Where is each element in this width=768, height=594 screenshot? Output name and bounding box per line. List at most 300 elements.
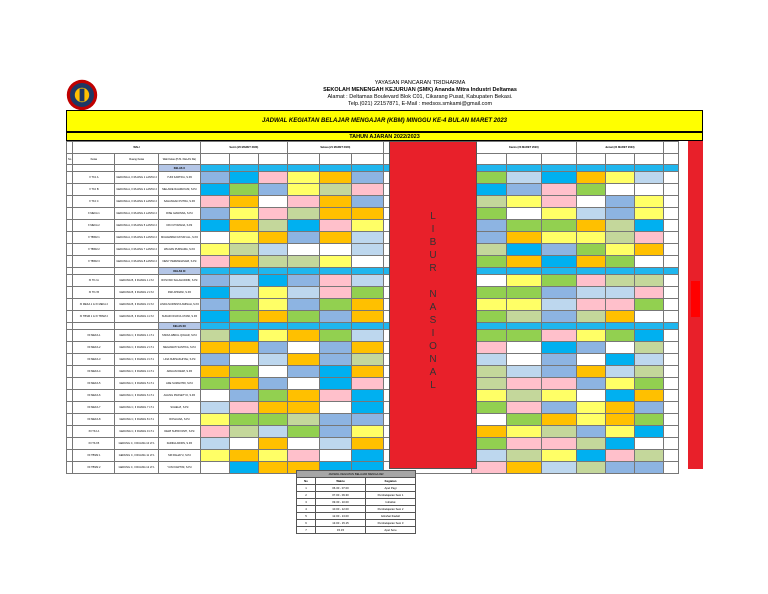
group-band — [605, 165, 634, 172]
slot-cell — [605, 342, 634, 354]
slot-cell — [229, 378, 258, 390]
slot-cell — [576, 462, 605, 474]
slot-cell — [351, 438, 383, 450]
slot-cell — [287, 256, 319, 268]
row-ruang: GEDUNG C, II RUANG 4 LT.1 — [115, 366, 159, 378]
slot-cell — [258, 299, 287, 311]
slot-cell — [351, 232, 383, 244]
legend-col-header: Kegiatan — [366, 478, 416, 485]
slot-cell — [576, 196, 605, 208]
legend-cell: Pembelajaran Sesi 1 — [366, 492, 416, 499]
slot-cell — [287, 275, 319, 287]
slot-cell — [351, 402, 383, 414]
group-row — [67, 323, 679, 330]
header-row — [67, 154, 679, 165]
slot-cell — [351, 196, 383, 208]
header-row — [67, 142, 679, 154]
slot-cell — [634, 414, 663, 426]
group-band — [605, 268, 634, 275]
slot-cell — [258, 378, 287, 390]
slot-cell — [200, 402, 229, 414]
slot-cell — [319, 342, 351, 354]
slot-cell — [634, 390, 663, 402]
row-kelas: XII MEKA 7 — [73, 402, 115, 414]
slot-cell — [287, 378, 319, 390]
slot-cell — [229, 311, 258, 323]
slot-cell — [605, 287, 634, 299]
slot-cell — [319, 354, 351, 366]
legend-cols — [297, 478, 416, 485]
slot-cell — [229, 438, 258, 450]
slot-cell — [605, 184, 634, 196]
slot-cell — [541, 462, 576, 474]
row-ruang: GEDUNG C, II RUANG 3 LT.1 — [115, 354, 159, 366]
slot-cell — [605, 414, 634, 426]
row-ruang: GEDUNG A, II RUANG 4 LANTAI 2 — [115, 208, 159, 220]
row-ruang: GEDUNG A, II RUANG 6 LANTAI 2 — [115, 232, 159, 244]
slot-cell — [287, 311, 319, 323]
group-band — [576, 165, 605, 172]
slot-cell — [541, 208, 576, 220]
table-row — [67, 172, 679, 184]
slot-cell — [229, 232, 258, 244]
slot-cell — [663, 244, 678, 256]
row-wali: AIRLIANI DEWI, S.Pd — [158, 366, 200, 378]
slot-cell — [351, 378, 383, 390]
group-band — [663, 323, 678, 330]
legend-cell: 12.00 - 13.00 — [316, 513, 366, 520]
group-band — [258, 268, 287, 275]
slot-cell — [287, 402, 319, 414]
group-cell — [73, 268, 115, 275]
row-kelas: XII TKJ A — [73, 426, 115, 438]
slot-cell — [319, 184, 351, 196]
slot-cell — [351, 311, 383, 323]
slot-cell — [576, 299, 605, 311]
legend-cell: Pembelajaran Sesi 2 — [366, 506, 416, 513]
row-wali: DEWI SUPRIYANTI, S.Pd — [158, 426, 200, 438]
row-wali: YUNI KARTIKA, S.Pd — [158, 172, 200, 184]
slot-cell — [634, 275, 663, 287]
school-contact: Telp.(021) 22157871, E-Mail : medsos.smkami@gmail.com — [347, 101, 493, 107]
slot-cell — [319, 172, 351, 184]
slot-cell — [229, 287, 258, 299]
row-wali: DWI APRIANI, S.Pd — [158, 287, 200, 299]
slot-cell — [506, 438, 541, 450]
slot-cell — [576, 232, 605, 244]
legend-cell: Apel Sore — [366, 527, 416, 534]
row-wali: WILDAN PURNAMA, S.Pd — [158, 244, 200, 256]
group-band — [200, 165, 229, 172]
table-row — [67, 402, 679, 414]
col-ruang: Ruang Kelas — [115, 154, 159, 165]
group-label: KELAS X — [158, 165, 200, 172]
legend-row — [297, 527, 416, 534]
slot-cell — [200, 244, 229, 256]
group-band — [287, 165, 319, 172]
legend-title: JADWAL KEGIATAN BELAJAR MENGAJAR — [297, 471, 416, 478]
slot-cell — [229, 299, 258, 311]
table-row — [67, 438, 679, 450]
slot-cell — [351, 256, 383, 268]
slot-cell — [287, 208, 319, 220]
slot-cell — [506, 311, 541, 323]
group-band — [229, 268, 258, 275]
slot-cell — [663, 287, 678, 299]
slot-cell — [506, 299, 541, 311]
slot-header — [229, 154, 258, 165]
slot-cell — [576, 342, 605, 354]
slot-header — [605, 154, 634, 165]
group-band — [506, 323, 541, 330]
slot-cell — [576, 390, 605, 402]
slot-cell — [258, 354, 287, 366]
slot-cell — [287, 330, 319, 342]
slot-cell — [541, 184, 576, 196]
slot-cell — [506, 244, 541, 256]
legend-cell: 10.00 - 12.00 — [316, 506, 366, 513]
group-label: KELAS XI — [158, 268, 200, 275]
table-row — [67, 426, 679, 438]
schedule-title-bar — [66, 110, 703, 132]
slot-cell — [634, 438, 663, 450]
slot-cell — [258, 311, 287, 323]
legend-row — [297, 520, 416, 527]
slot-cell — [605, 244, 634, 256]
row-kelas: XII MEKA 4 — [73, 366, 115, 378]
slot-cell — [605, 402, 634, 414]
slot-cell — [605, 208, 634, 220]
slot-cell — [287, 184, 319, 196]
slot-cell — [200, 208, 229, 220]
slot-cell — [200, 220, 229, 232]
slot-cell — [663, 342, 678, 354]
group-band — [541, 323, 576, 330]
group-band — [229, 165, 258, 172]
slot-cell — [258, 414, 287, 426]
slot-cell — [351, 287, 383, 299]
slot-cell — [663, 299, 678, 311]
group-band — [287, 323, 319, 330]
day-header: Selasa (21 MARET 2023) — [287, 142, 383, 154]
slot-cell — [287, 196, 319, 208]
col-wali: WALI — [73, 142, 200, 154]
slot-cell — [229, 366, 258, 378]
slot-cell — [200, 256, 229, 268]
slot-cell — [634, 232, 663, 244]
slot-cell — [576, 402, 605, 414]
slot-cell — [229, 414, 258, 426]
slot-cell — [506, 354, 541, 366]
legend-cell: 09.30 - 10.00 — [316, 499, 366, 506]
slot-cell — [319, 426, 351, 438]
holiday-letter: L — [430, 211, 436, 222]
group-band — [319, 165, 351, 172]
group-cell — [115, 323, 159, 330]
slot-cell — [229, 244, 258, 256]
table-row — [67, 450, 679, 462]
slot-cell — [663, 390, 678, 402]
slot-cell — [287, 414, 319, 426]
slot-cell — [200, 450, 229, 462]
slot-cell — [663, 311, 678, 323]
slot-header — [258, 154, 287, 165]
slot-header — [287, 154, 319, 165]
slot-cell — [319, 402, 351, 414]
row-ruang: GEDUNG B, II RUANG 3 LT.2 — [115, 299, 159, 311]
slot-cell — [506, 462, 541, 474]
slot-cell — [663, 366, 678, 378]
slot-cell — [605, 438, 634, 450]
row-wali: YUNI KARTINI, S.Pd — [158, 462, 200, 474]
slot-cell — [576, 330, 605, 342]
slot-cell — [634, 184, 663, 196]
holiday-letter: O — [429, 341, 437, 352]
table-row — [67, 184, 679, 196]
legend-cell: 3 — [297, 499, 316, 506]
slot-cell — [258, 462, 287, 474]
table-row — [67, 232, 679, 244]
slot-cell — [200, 232, 229, 244]
row-ruang: GEDUNG C, II RUANG 8 LT.1 — [115, 414, 159, 426]
slot-cell — [634, 208, 663, 220]
legend-cell: Apel Pagi — [366, 485, 416, 492]
slot-cell — [576, 208, 605, 220]
slot-cell — [229, 172, 258, 184]
slot-cell — [541, 232, 576, 244]
slot-cell — [258, 426, 287, 438]
row-ruang: GEDUNG C, II RUANG 1 LT.1 — [115, 330, 159, 342]
row-kelas: XII MEKA 1 — [73, 330, 115, 342]
legend-cell: Istirahat Ibadah — [366, 513, 416, 520]
slot-cell — [287, 354, 319, 366]
slot-cell — [287, 287, 319, 299]
table-row — [67, 366, 679, 378]
row-ruang: GEDUNG A, II RUANG 5 LANTAI 2 — [115, 220, 159, 232]
slot-cell — [319, 330, 351, 342]
slot-cell — [605, 220, 634, 232]
row-kelas: XII MEKA 3 — [73, 354, 115, 366]
table-row — [67, 330, 679, 342]
slot-cell — [200, 426, 229, 438]
slot-cell — [605, 232, 634, 244]
slot-cell — [229, 208, 258, 220]
slot-cell — [319, 196, 351, 208]
slot-cell — [258, 256, 287, 268]
row-kelas: XII TBSM 2 — [73, 462, 115, 474]
slot-cell — [541, 330, 576, 342]
row-wali: ROSYADI SALAHUDDIN, S.Pd — [158, 275, 200, 287]
slot-cell — [258, 287, 287, 299]
row-kelas: X TBSM 1 — [73, 232, 115, 244]
slot-cell — [200, 342, 229, 354]
legend-cell: 4 — [297, 506, 316, 513]
slot-cell — [229, 354, 258, 366]
row-wali: RISE GIANINNA, S.Pd — [158, 208, 200, 220]
day-header: Kamis (23 MARET 2023) — [471, 142, 576, 154]
slot-cell — [634, 244, 663, 256]
row-wali: MEGAWATI SANTIKA, S.Pd — [158, 342, 200, 354]
group-band — [506, 268, 541, 275]
slot-cell — [200, 287, 229, 299]
legend-row — [297, 513, 416, 520]
legend-cell: 5 — [297, 513, 316, 520]
slot-cell — [229, 342, 258, 354]
row-ruang: GEDUNG C, II RUANG 10 LT.1 — [115, 438, 159, 450]
slot-cell — [200, 414, 229, 426]
slot-cell — [541, 414, 576, 426]
legend-header — [297, 471, 416, 478]
slot-cell — [605, 426, 634, 438]
slot-cell — [200, 184, 229, 196]
row-wali: DIKI UTOMANA, S.Pd — [158, 220, 200, 232]
day-header: Jumat (24 MARET 2023) — [576, 142, 663, 154]
slot-cell — [541, 256, 576, 268]
slot-cell — [506, 330, 541, 342]
slot-cell — [634, 220, 663, 232]
legend-cell: 13.00 - 15.15 — [316, 520, 366, 527]
slot-cell — [506, 275, 541, 287]
row-kelas: XI TKJ B — [73, 287, 115, 299]
slot-cell — [663, 220, 678, 232]
slot-cell — [605, 311, 634, 323]
legend-row — [297, 499, 416, 506]
legend-cell: Istirahat — [366, 499, 416, 506]
slot-cell — [576, 256, 605, 268]
slot-cell — [200, 438, 229, 450]
slot-cell — [287, 450, 319, 462]
table-row — [67, 414, 679, 426]
row-kelas: XI TKJ A — [73, 275, 115, 287]
group-cell — [73, 323, 115, 330]
table-row — [67, 342, 679, 354]
row-wali: SUHELVI, S.Pd — [158, 402, 200, 414]
slot-cell — [258, 366, 287, 378]
legend-cell: 6 — [297, 520, 316, 527]
holiday-letter: U — [429, 250, 437, 261]
slot-cell — [351, 244, 383, 256]
slot-cell — [200, 330, 229, 342]
slot-cell — [506, 378, 541, 390]
time-legend — [296, 470, 416, 534]
slot-cell — [576, 450, 605, 462]
slot-cell — [541, 390, 576, 402]
slot-cell — [319, 256, 351, 268]
row-kelas: XII TKJ B — [73, 438, 115, 450]
row-kelas: X TBSM 3 — [73, 256, 115, 268]
slot-cell — [258, 342, 287, 354]
slot-cell — [634, 330, 663, 342]
slot-cell — [541, 287, 576, 299]
group-band — [576, 268, 605, 275]
slot-cell — [663, 402, 678, 414]
slot-cell — [663, 450, 678, 462]
row-ruang: GEDUNG C, II RUANG 11 LT.1 — [115, 450, 159, 462]
group-band — [200, 323, 229, 330]
slot-cell — [634, 354, 663, 366]
slot-cell — [258, 438, 287, 450]
holiday-letter: B — [429, 237, 437, 248]
slot-cell — [663, 208, 678, 220]
slot-cell — [258, 172, 287, 184]
slot-cell — [663, 232, 678, 244]
slot-cell — [576, 184, 605, 196]
table-row — [67, 287, 679, 299]
slot-cell — [287, 342, 319, 354]
table-row — [67, 208, 679, 220]
holiday-letter: N — [429, 289, 437, 300]
slot-cell — [506, 366, 541, 378]
slot-cell — [351, 275, 383, 287]
slot-cell — [351, 390, 383, 402]
table-row — [67, 390, 679, 402]
slot-header — [200, 154, 229, 165]
slot-cell — [319, 287, 351, 299]
slot-cell — [229, 275, 258, 287]
slot-cell — [576, 366, 605, 378]
slot-cell — [351, 220, 383, 232]
slot-cell — [258, 402, 287, 414]
row-ruang: GEDUNG A, II RUANG 2 LANTAI 2 — [115, 184, 159, 196]
slot-cell — [663, 184, 678, 196]
slot-cell — [319, 450, 351, 462]
slot-cell — [541, 450, 576, 462]
slot-cell — [634, 462, 663, 474]
row-ruang: GEDUNG B, II RUANG 2 LT.2 — [115, 287, 159, 299]
slot-cell — [319, 390, 351, 402]
slot-cell — [506, 256, 541, 268]
slot-cell — [351, 450, 383, 462]
slot-cell — [663, 462, 678, 474]
slot-cell — [229, 390, 258, 402]
table-row — [67, 299, 679, 311]
schedule-subtitle: TAHUN AJARAN 2022/2023 — [66, 132, 703, 141]
slot-cell — [576, 311, 605, 323]
holiday-letter: A — [429, 302, 437, 313]
row-ruang: GEDUNG C, II RUANG 9 LT.1 — [115, 426, 159, 438]
slot-cell — [319, 232, 351, 244]
group-row — [67, 268, 679, 275]
slot-cell — [200, 172, 229, 184]
slot-cell — [663, 378, 678, 390]
slot-cell — [287, 366, 319, 378]
row-wali: SAHANGAN PUTRA, S.Pd — [158, 196, 200, 208]
right-red-margin — [688, 141, 703, 469]
legend-cell: 06.30 - 07.00 — [316, 485, 366, 492]
slot-cell — [576, 220, 605, 232]
row-ruang: GEDUNG A, II RUANG 3 LANTAI 2 — [115, 196, 159, 208]
slot-cell — [287, 232, 319, 244]
slot-cell — [663, 414, 678, 426]
slot-cell — [351, 184, 383, 196]
group-cell — [115, 268, 159, 275]
group-cell — [73, 165, 115, 172]
row-wali: SRI RAHAYU, S.Pd — [158, 450, 200, 462]
slot-cell — [258, 390, 287, 402]
col-blank — [663, 142, 678, 154]
slot-cell — [506, 402, 541, 414]
slot-cell — [634, 378, 663, 390]
legend-row — [297, 506, 416, 513]
slot-cell — [319, 378, 351, 390]
group-band — [663, 165, 678, 172]
row-ruang: GEDUNG B, II RUANG 1 LT.2 — [115, 275, 159, 287]
row-wali: SUDARI WIJAYA UTAMI, S.Pd — [158, 311, 200, 323]
slot-cell — [319, 414, 351, 426]
school-logo — [66, 79, 98, 111]
holiday-letter — [390, 275, 476, 288]
slot-cell — [258, 330, 287, 342]
